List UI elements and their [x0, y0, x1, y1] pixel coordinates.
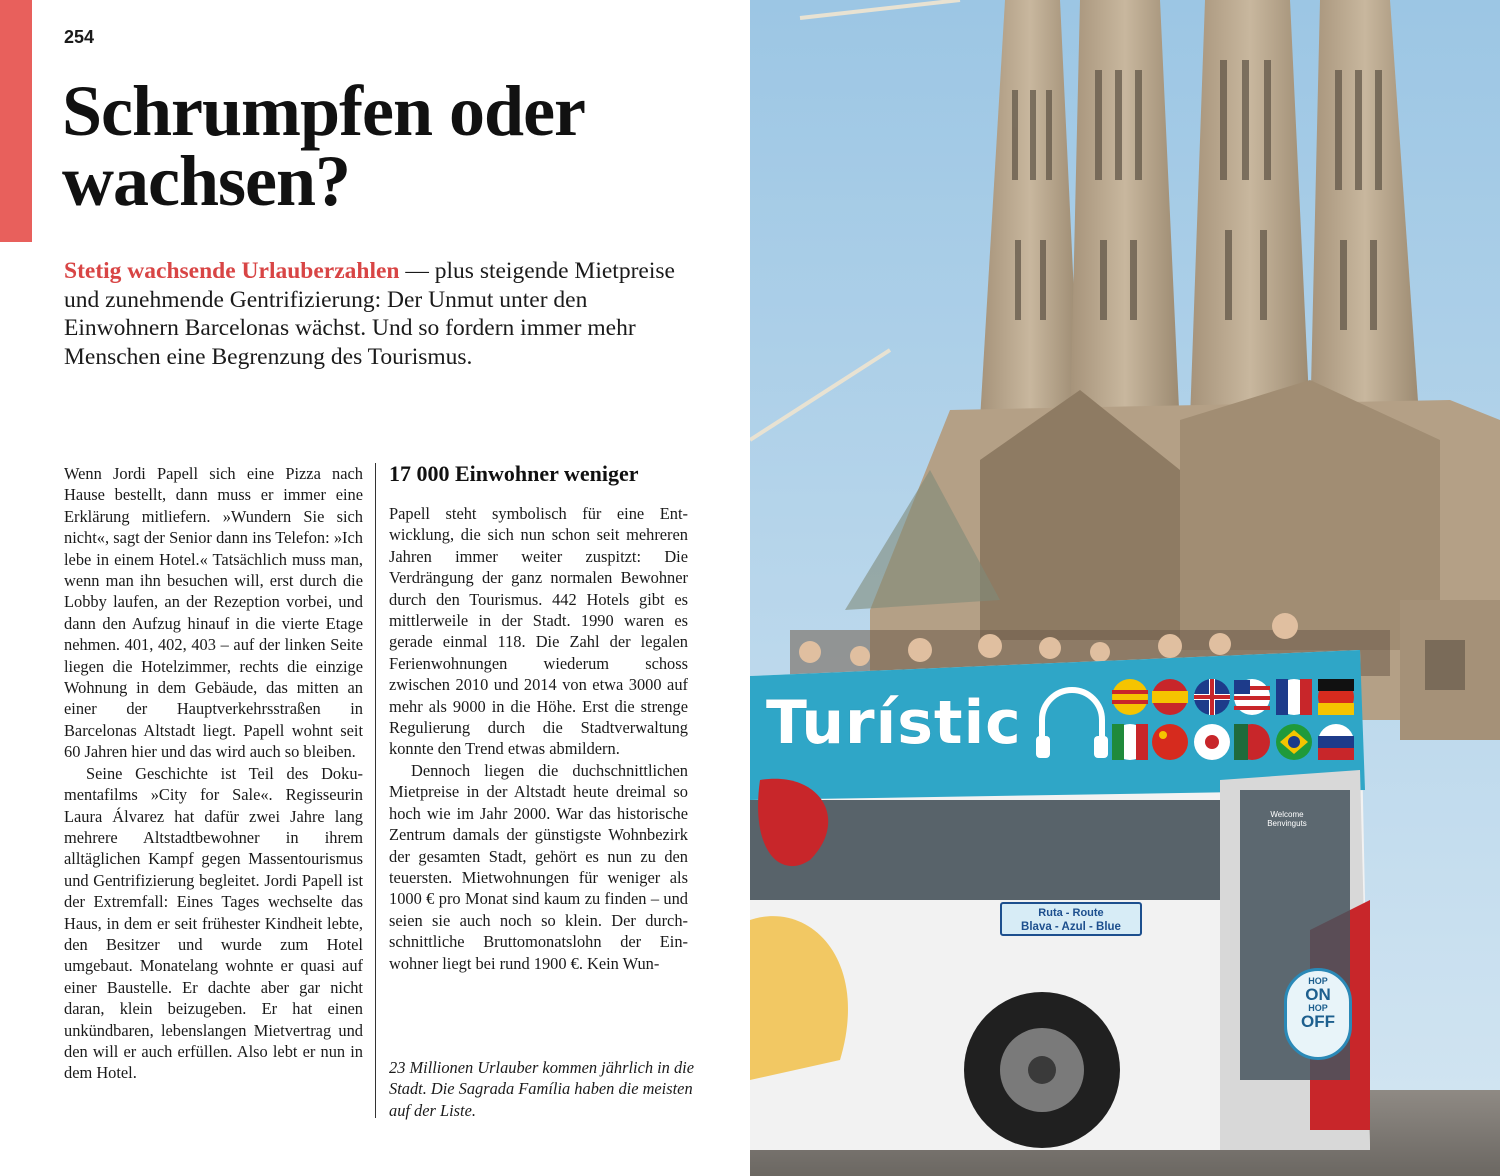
welcome-sign: Welcome Benvinguts	[1267, 810, 1307, 828]
lead-text: — plus steigende Mietpreise und zunehmende Gentrifizierung: Der Unmut unter den Einwohnern Barcelonas wächst. Und so fordern immer mehr Menschen eine Begrenzung des Tourismus.	[64, 258, 675, 370]
body-paragraph: Seine Geschichte ist Teil des Dokumentafilms »City for Sale«. Regisseurin Laura Álvarez hat dafür zwei Jahre lang mehrere Altstadtbewohner in ihrem alltäglichen Kampf gegen Massentourismus und Gentrifizierung begleitet. Jordi Papell ist der Extremfall: Eines Tages wechselte das Haus, in dem er seit frühester Kindheit lebte, den Besitzer und wurde zum Hotel umgebaut. Monatelang wohnte er quasi auf einer Baustelle. Er dachte aber gar nicht daran, klein beizugeben. Er hat einen unkündbaren, lebenslangen Mietvertrag und den will er auch erfüllen. Also lebt er nun in dem Hotel.	[64, 763, 363, 1083]
body-paragraph: Dennoch liegen die duchschnittlichen Mietpreise in der Altstadt heute dreimal so hoch wie im Jahr 2000. War das historische Zentrum damals der günstigste Wohnbezirk der gesamten Stadt, gehört es nun zu den teuersten. Mietwohnungen für weniger als 1000 € pro Monat sind kaum zu finden – und seien sie auch noch so klein. Der durchschnittliche Bruttomonatslohn der Einwohner liegt bei rund 1900 €. Kein Wun-	[389, 760, 688, 973]
title-line-2: wachsen?	[62, 141, 351, 221]
photo-caption: 23 Millionen Urlauber kommen jährlich in die Stadt. Die Sagrada Família haben die meisten auf der Liste.	[389, 1058, 695, 1120]
tower	[1190, 0, 1310, 420]
body-column-left	[64, 463, 363, 1084]
column-divider	[375, 463, 376, 1118]
title-line-1: Schrumpfen oder	[62, 71, 585, 151]
bus-title: Turístic	[766, 688, 1022, 758]
route-sign	[1000, 902, 1142, 936]
lead-highlight: Stetig wachsende Urlauberzahlen	[64, 258, 400, 284]
accent-bar	[0, 0, 32, 242]
lead-paragraph	[64, 257, 704, 371]
photo-illustration	[750, 0, 1500, 1176]
badge-hop-bottom: HOP	[1308, 1003, 1328, 1013]
subheading: 17 000 Einwohner weniger	[389, 461, 639, 486]
route-line-1: Ruta - Route	[1038, 907, 1104, 919]
body-paragraph: Papell steht symbolisch für eine Entwicklung, die sich nun schon seit mehreren Jahren immer weiter zuspitzt: Die Verdrängung der ganz normalen Bewohner durch den Tourismus. 442 Hotels gibt es mittlerweile in der Stadt. 1990 waren es gerade einmal 118. Die Zahl der legalen Ferienwohnungen wiederum schoss zwischen 2010 und 2014 von etwa 3000 auf mehr als 9000 in die Höhe. Erst die strenge Regulierung durch die Stadtverwaltung konnte den Trend etwas abmildern.	[389, 504, 688, 759]
badge-hop-top: HOP	[1308, 976, 1328, 986]
hop-on-hop-off-badge	[1284, 968, 1352, 1060]
body-column-right	[389, 503, 688, 974]
route-line-2: Blava - Azul - Blue	[1021, 921, 1121, 933]
badge-on: ON	[1305, 985, 1331, 1004]
article-title	[62, 71, 722, 221]
body-paragraph: Wenn Jordi Papell sich eine Pizza nach Hause bestellt, dann muss er immer eine Erklärung mitliefern. »Wundern Sie sich nicht«, sagt der Senior dann ins Telefon: »Ich lebe in einem Hotel.« Tatsächlich muss man, wenn man ihn besuchen will, erst durch die Lobby laufen, an der Rezeption vorbei, und dann den Aufzug hinauf in die vierte Etage nehmen. 401, 402, 403 – auf der linken Seite liegen die Hotelzimmer, rechts die einzige Wohnung in dem Gebäude, das mitten an einer der Hauptverkehrsstraßen in Barcelonas Altstadt liegt. Papell wohnt seit 60 Jahren hier und das wird auch so bleiben.	[64, 464, 363, 762]
page-number: 254	[64, 27, 95, 47]
badge-off: OFF	[1301, 1012, 1335, 1031]
photo-sagrada-familia-bus	[750, 0, 1500, 1176]
